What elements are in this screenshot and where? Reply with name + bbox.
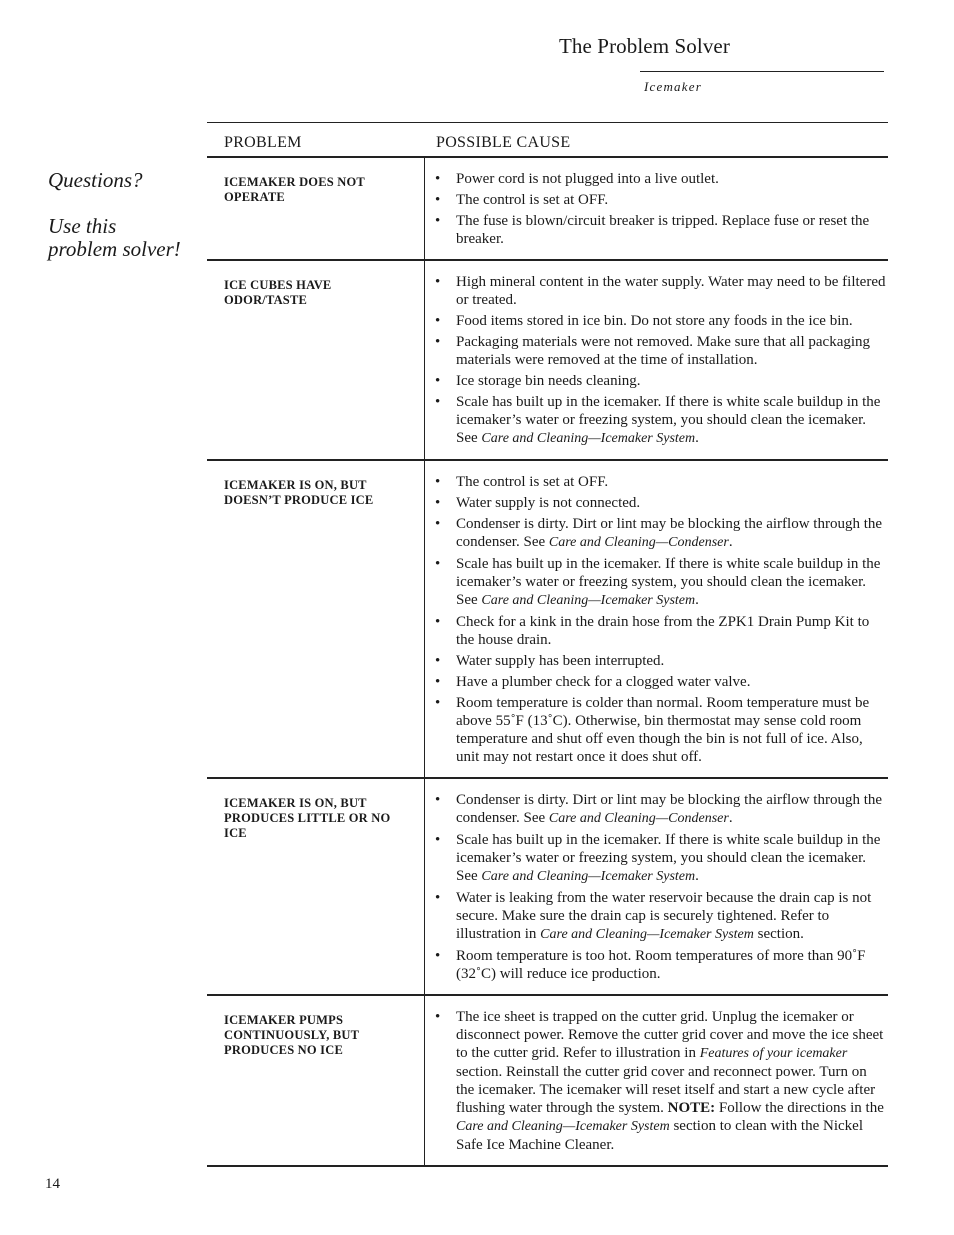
title-divider <box>640 71 884 72</box>
cause-item: • Water supply has been interrupted. <box>425 652 888 670</box>
cause-item: • Ice storage bin needs cleaning. <box>425 372 888 390</box>
cause-item: • Food items stored in ice bin. Do not store any foods in the ice bin. <box>425 312 888 330</box>
cause-cell <box>425 461 888 777</box>
sidebar-line-problem-solver: problem solver! <box>48 237 181 261</box>
table-row <box>207 996 888 1167</box>
cause-item: • Have a plumber check for a clogged water valve. <box>425 673 888 691</box>
column-header-possible-cause: POSSIBLE CAUSE <box>436 134 571 151</box>
problem-cell: ICEMAKER DOES NOT OPERATE <box>207 158 425 259</box>
cause-item: • Check for a kink in the drain hose from the ZPK1 Drain Pump Kit to the house drain. <box>425 613 888 649</box>
table-row <box>207 779 888 996</box>
table-row <box>207 261 888 461</box>
sidebar-line-use-this: Use this <box>48 214 117 238</box>
problem-cell: ICE CUBES HAVE ODOR/TASTE <box>207 261 425 459</box>
cause-cell <box>425 779 888 994</box>
cause-item: • Scale has built up in the icemaker. If there is white scale buildup in the icemaker’s water or freezing system, you should clean the icemaker. See Care and Cleaning—Icemaker System. <box>425 555 888 610</box>
cause-item: • The ice sheet is trapped on the cutter grid. Unplug the icemaker or disconnect power. Remove the cutter grid cover and move the ice sheet to the cutter grid. Refer to illustration in Features of your icemaker section. Reinstall the cutter grid cover and reconnect power. Turn on the icemaker. The icemaker will reset itself and start a new cycle after flushing water through the system. NOTE: Follow the directions in the Care and Cleaning—Icemaker System section to clean with the Nickel Safe Ice Machine Cleaner. <box>425 1008 888 1154</box>
cause-item: • High mineral content in the water supply. Water may need to be filtered or treated. <box>425 273 888 309</box>
cause-item: • Water supply is not connected. <box>425 494 888 512</box>
cause-item: • Room temperature is too hot. Room temperatures of more than 90˚F (32˚C) will reduce ice production. <box>425 947 888 983</box>
sidebar-line-questions: Questions? <box>48 168 143 192</box>
cause-item: • Scale has built up in the icemaker. If there is white scale buildup in the icemaker’s water or freezing system, you should clean the icemaker. See Care and Cleaning—Icemaker System. <box>425 831 888 886</box>
problem-solver-table <box>207 122 888 1167</box>
problem-cell: ICEMAKER IS ON, BUT PRODUCES LITTLE OR NO ICE <box>207 779 425 994</box>
cause-item: • Condenser is dirty. Dirt or lint may be blocking the airflow through the condenser. See Care and Cleaning—Condenser. <box>425 515 888 552</box>
cause-item: • Water is leaking from the water reservoir because the drain cap is not secure. Make sure the drain cap is securely tightened. Refer to illustration in Care and Cleaning—Icemaker System section. <box>425 889 888 944</box>
section-subtitle: Icemaker <box>644 79 702 94</box>
cause-item: • The fuse is blown/circuit breaker is tripped. Replace fuse or reset the breaker. <box>425 212 888 248</box>
sidebar-callout <box>48 169 208 261</box>
cause-item: • Scale has built up in the icemaker. If there is white scale buildup in the icemaker’s water or freezing system, you should clean the icemaker. See Care and Cleaning—Icemaker System. <box>425 393 888 448</box>
cause-cell <box>425 261 888 459</box>
cause-item: • Room temperature is colder than normal. Room temperature must be above 55˚F (13˚C). Otherwise, bin thermostat may sense cold room temperature and shut off even though the bin is not full of ice. Also, unit may not restart once it does shut off. <box>425 694 888 766</box>
problem-cell: ICEMAKER PUMPS CONTINUOUSLY, BUT PRODUCES NO ICE <box>207 996 425 1165</box>
table-row <box>207 461 888 779</box>
table-row <box>207 158 888 261</box>
cause-cell <box>425 158 888 259</box>
page-number: 14 <box>45 1176 60 1192</box>
page-title: The Problem Solver <box>559 34 730 58</box>
cause-item: • Packaging materials were not removed. Make sure that all packaging materials were removed at the time of installation. <box>425 333 888 369</box>
cause-item: • Condenser is dirty. Dirt or lint may be blocking the airflow through the condenser. See Care and Cleaning—Condenser. <box>425 791 888 828</box>
cause-item: • The control is set at OFF. <box>425 473 888 491</box>
column-header-problem: PROBLEM <box>224 134 302 151</box>
cause-item: • Power cord is not plugged into a live outlet. <box>425 170 888 188</box>
problem-cell: ICEMAKER IS ON, BUT DOESN’T PRODUCE ICE <box>207 461 425 777</box>
cause-cell <box>425 996 888 1165</box>
table-header <box>207 123 888 158</box>
cause-item: • The control is set at OFF. <box>425 191 888 209</box>
